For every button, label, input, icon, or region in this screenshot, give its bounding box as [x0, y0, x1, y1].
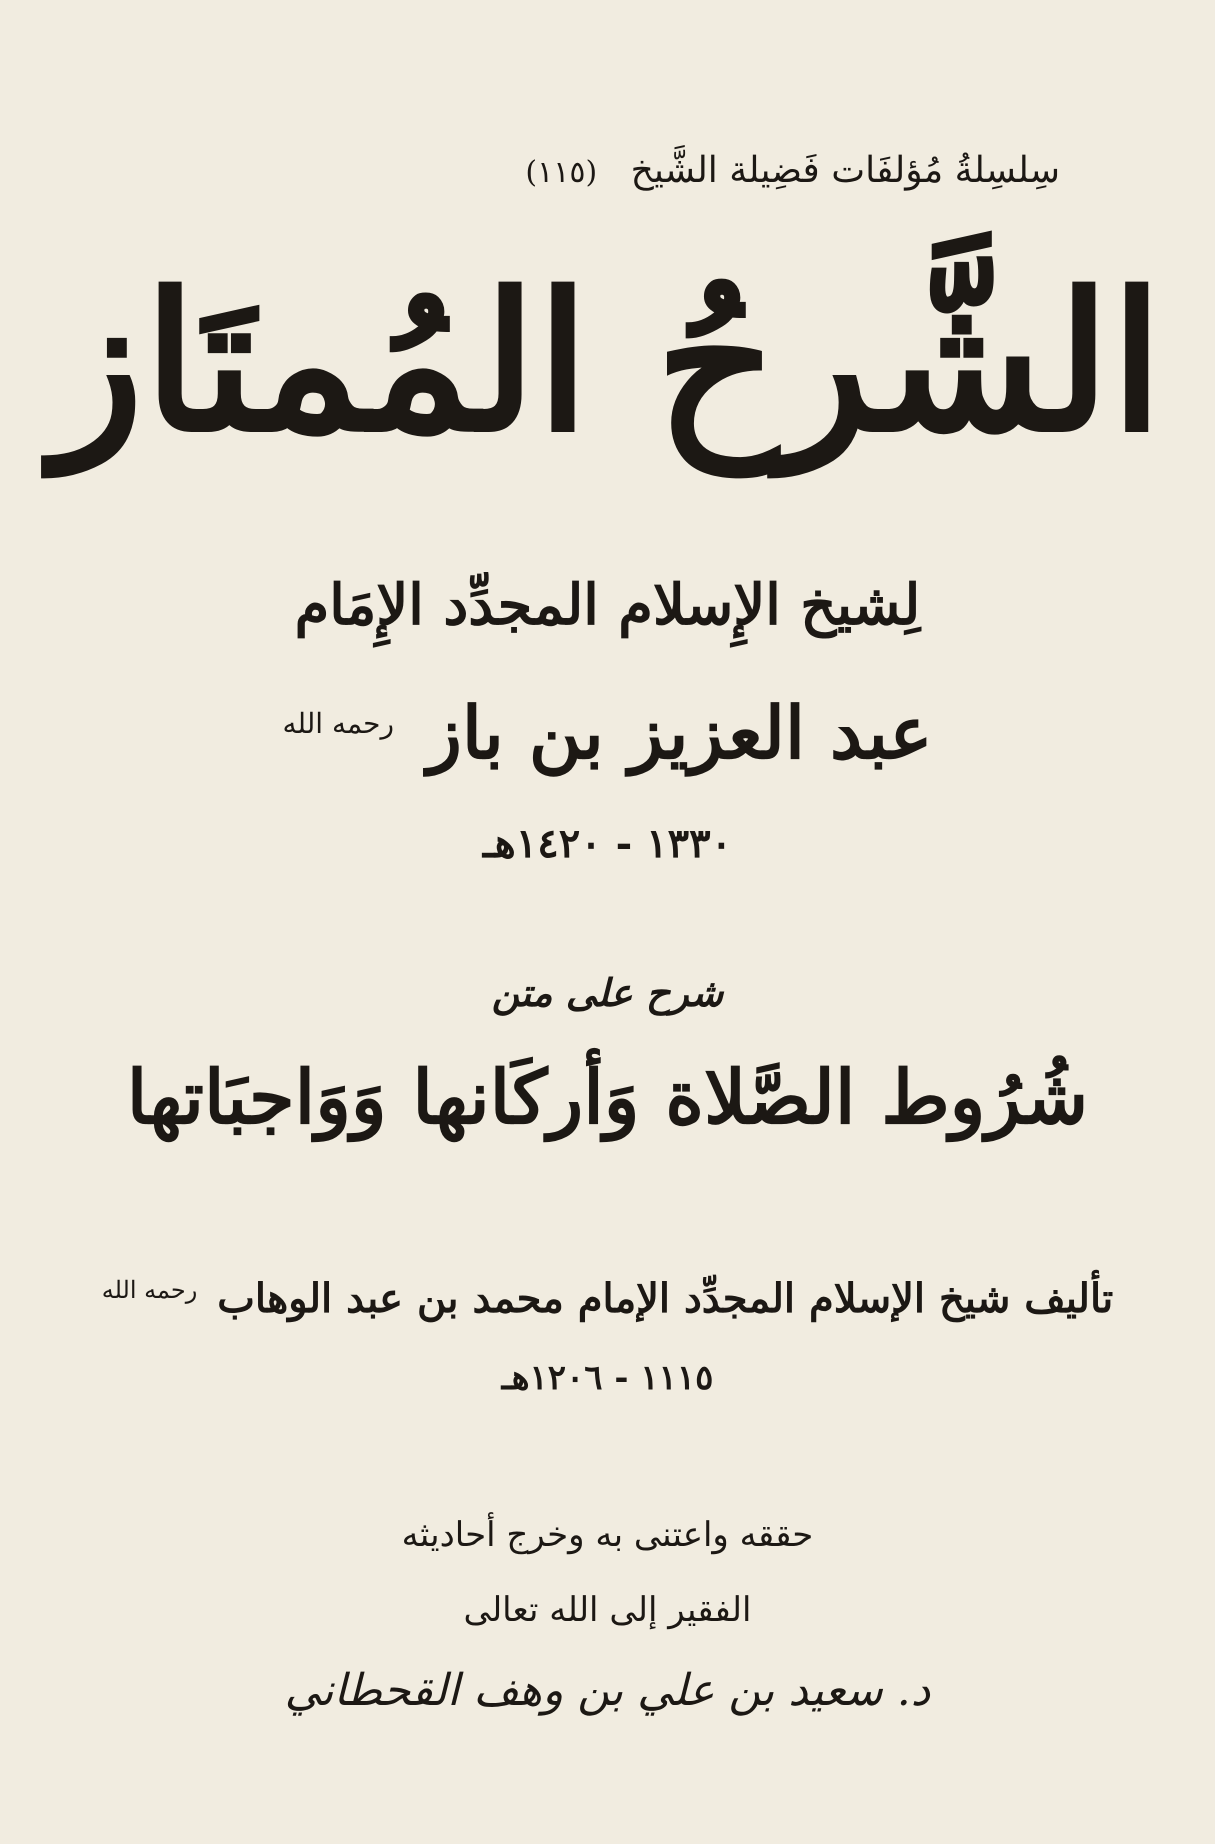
- faqir-line: الفقير إلى الله تعالى: [463, 1590, 752, 1630]
- author-name: عبد العزيز بن باز: [427, 690, 933, 775]
- main-title: الشَّرحُ المُمتَاز: [51, 251, 1164, 474]
- series-label: سِلسِلةُ مُؤلفَات فَضِيلة الشَّيخ: [630, 150, 1060, 191]
- muhaqqiq-name: د. سعيد بن علي بن وهف القحطاني: [284, 1665, 931, 1716]
- matn-title: شُرُوط الصَّلاة وَأركَانها وَوَاجبَاتها: [126, 1055, 1089, 1141]
- taleef-line: [0, 1275, 1215, 1322]
- author-honorific: رحمه الله: [282, 707, 394, 740]
- series-line: [525, 150, 1060, 191]
- taleef-text: تأليف شيخ الإسلام المجدِّد الإمام محمد بن عبد الوهاب: [217, 1275, 1114, 1322]
- author-dates: ١٣٣٠ - ١٤٢٠هـ: [482, 820, 733, 867]
- for-sheikh-line: لِشيخ الإِسلام المجدِّد الإِمَام: [294, 572, 921, 638]
- sharh-ala-matn: شرح على متن: [491, 970, 724, 1015]
- tahqiq-line: حققه واعتنى به وخرج أحاديثه: [401, 1515, 814, 1555]
- author-line: [0, 690, 1215, 775]
- taleef-dates: ١١١٥ - ١٢٠٦هـ: [501, 1358, 714, 1398]
- series-number: (١١٥): [525, 155, 598, 190]
- taleef-honorific: رحمه الله: [101, 1275, 198, 1304]
